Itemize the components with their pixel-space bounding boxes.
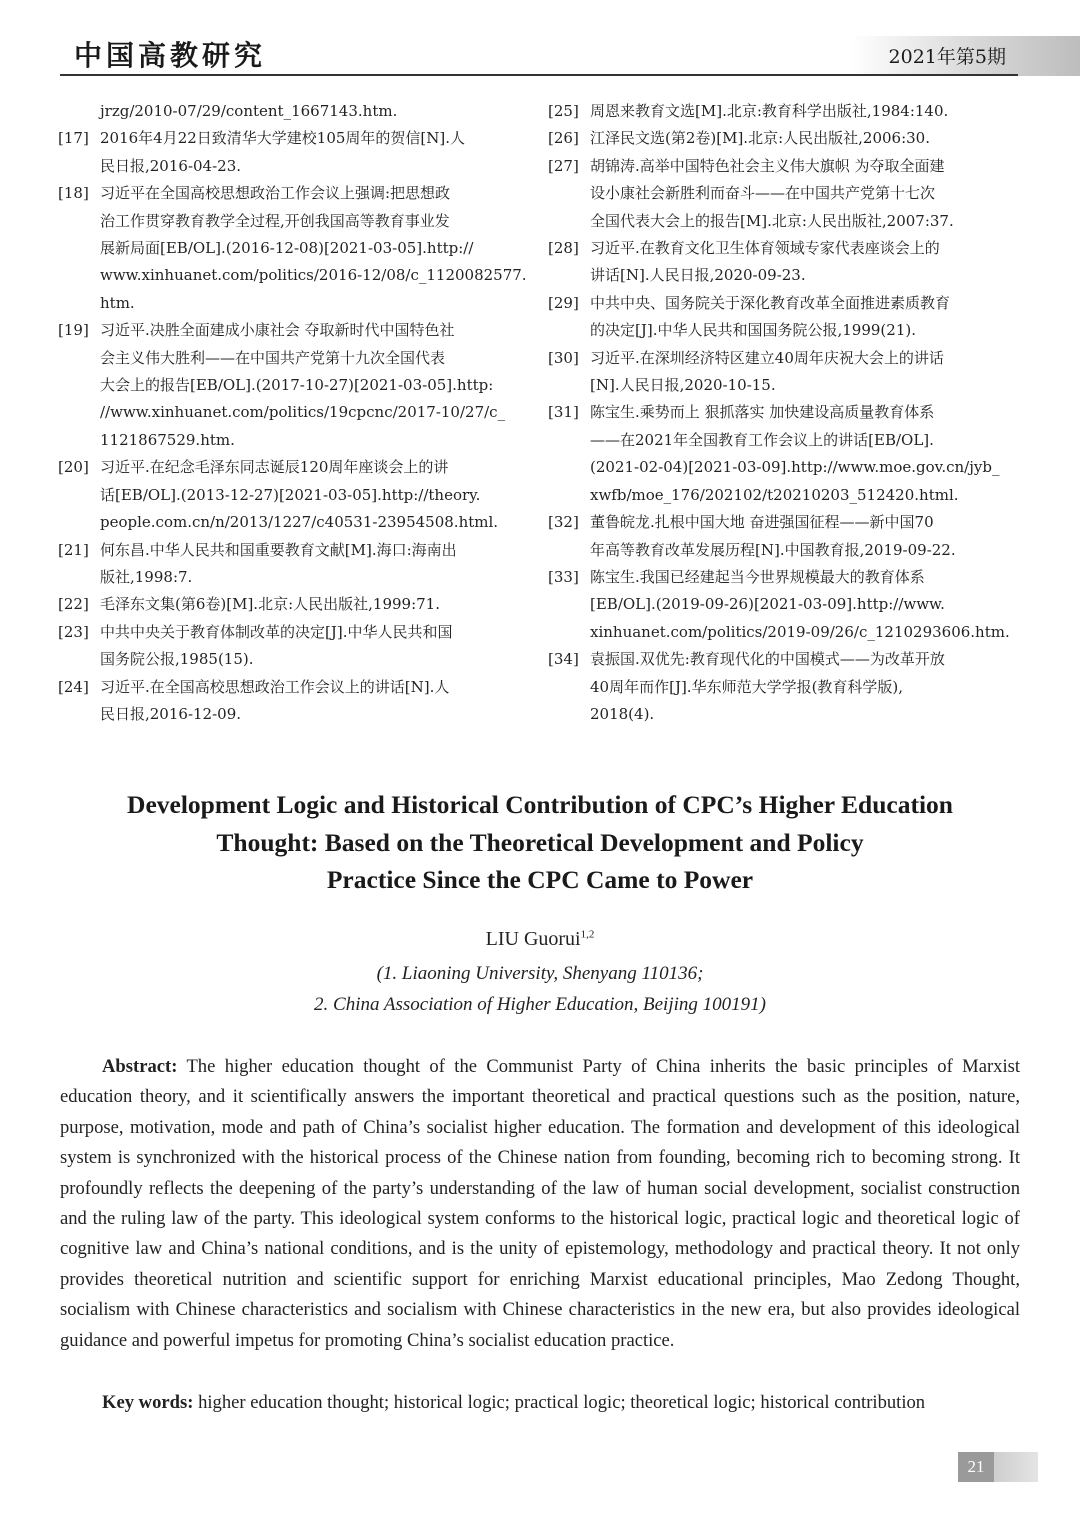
reference-line: 习近平.决胜全面建成小康社会 夺取新时代中国特色社 (100, 321, 455, 340)
reference-line: 会主义伟大胜利——在中国共产党第十九次全国代表 (100, 348, 446, 367)
reference-line: 习近平.在纪念毛泽东同志诞辰120周年座谈会上的讲 (100, 458, 449, 477)
abstract-text: The higher education thought of the Communist Party of China inherits the basic principles of Marxist education theory, and it scientifically answers the important theoretical and practical questions such as the position, nature, purpose, motivation, mode and path of China’s socialist higher education. The formation and development of this ideological system is synchronized with the historical process of the Chinese nation from founding, becoming rich to becoming strong. It profoundly reflects the deepening of the party’s understanding of the law of human social development, socialist construction and the ruling law of the party. This ideological system conforms to the historical logic, practical logic and theoretical logic of cognitive law and China’s national conditions, and is the unity of epistemology, methodology and practical theory. It not only provides theoretical nutrition and scientific support for enriching Marxist educational principles, Mao Zedong Thought, socialism with Chinese characteristics and socialism with Chinese characteristics in the new era, but also provides ideological guidance and powerful impetus for promoting China’s socialist education practice. (60, 1056, 1021, 1351)
reference-item (548, 564, 1018, 646)
reference-line: 治工作贯穿教育教学全过程,开创我国高等教育事业发 (100, 211, 450, 230)
reference-line: htm. (100, 293, 135, 312)
reference-number: [30] (548, 348, 579, 367)
reference-line: 2016年4月22日致清华大学建校105周年的贺信[N].人 (100, 129, 466, 148)
abstract (60, 1052, 1020, 1356)
reference-item (548, 345, 1018, 400)
reference-line: 中共中央、国务院关于深化教育改革全面推进素质教育 (590, 293, 951, 312)
reference-number: [32] (548, 513, 579, 532)
keywords-label: Key words: (102, 1392, 194, 1413)
page-header (60, 28, 1020, 76)
reference-number: [33] (548, 567, 579, 586)
reference-line: 董鲁皖龙.扎根中国大地 奋进强国征程——新中国70 (590, 513, 934, 532)
reference-line: www.xinhuanet.com/politics/2016-12/08/c_1120082577. (100, 266, 527, 285)
reference-number: [28] (548, 239, 579, 258)
reference-line: [EB/OL].(2019-09-26)[2021-03-09].http://www. (590, 595, 945, 614)
reference-line: 民日报,2016-12-09. (100, 704, 242, 723)
reference-line: 年高等教育改革发展历程[N].中国教育报,2019-09-22. (590, 540, 956, 559)
reference-line: 40周年而作[J].华东师范大学学报(教育科学版), (590, 677, 904, 696)
keywords (60, 1388, 1020, 1418)
reference-number: [21] (58, 540, 89, 559)
abstract-label: Abstract: (102, 1056, 178, 1077)
page-number: 21 (958, 1452, 994, 1482)
reference-item (548, 509, 1018, 564)
reference-number: [34] (548, 650, 579, 669)
reference-number: [18] (58, 184, 89, 203)
reference-item (58, 317, 528, 454)
references-left-column (58, 98, 528, 728)
reference-item (58, 98, 528, 125)
reference-number: [22] (58, 595, 89, 614)
reference-line: 话[EB/OL].(2013-12-27)[2021-03-05].http://theory. (100, 485, 481, 504)
reference-line: ——在2021年全国教育工作会议上的讲话[EB/OL]. (590, 430, 934, 449)
reference-item (58, 674, 528, 729)
article-title (60, 786, 1020, 899)
reference-item (548, 125, 1018, 152)
author-name: LIU Guorui (485, 928, 581, 950)
reference-number: [26] (548, 129, 579, 148)
reference-number: [31] (548, 403, 579, 422)
reference-number: [24] (58, 677, 89, 696)
reference-item (548, 235, 1018, 290)
reference-item (58, 180, 528, 317)
reference-item (548, 290, 1018, 345)
reference-line: 习近平.在深圳经济特区建立40周年庆祝大会上的讲话 (590, 348, 944, 367)
author-superscript: 1,2 (580, 928, 595, 941)
reference-line: 陈宝生.我国已经建起当今世界规模最大的教育体系 (590, 567, 925, 586)
reference-line: 设小康社会新胜利而奋斗——在中国共产党第十七次 (590, 184, 936, 203)
reference-number: [17] (58, 129, 89, 148)
reference-item (58, 619, 528, 674)
reference-line: 中共中央关于教育体制改革的决定[J].中华人民共和国 (100, 622, 453, 641)
reference-item (548, 98, 1018, 125)
reference-number: [23] (58, 622, 89, 641)
reference-item (548, 646, 1018, 728)
reference-line: 民日报,2016-04-23. (100, 156, 242, 175)
reference-line: people.com.cn/n/2013/1227/c40531-23954508.html. (100, 513, 499, 532)
reference-line: 习近平.在教育文化卫生体育领域专家代表座谈会上的 (590, 239, 940, 258)
reference-line: 江泽民文选(第2卷)[M].北京:人民出版社,2006:30. (590, 129, 930, 148)
reference-line: 2018(4). (590, 704, 655, 723)
reference-line: 的决定[J].中华人民共和国国务院公报,1999(21). (590, 321, 916, 340)
reference-line: 版社,1998:7. (100, 567, 193, 586)
title-line: Thought: Based on the Theoretical Development and Policy (216, 827, 864, 857)
reference-item (58, 125, 528, 180)
issue-label: 2021年第5期 (888, 46, 1006, 68)
reference-line: 胡锦涛.高举中国特色社会主义伟大旗帜 为夺取全面建 (590, 156, 945, 175)
reference-line: xinhuanet.com/politics/2019-09/26/c_1210293606.htm. (590, 622, 1010, 641)
journal-name: 中国高教研究 (74, 39, 267, 72)
reference-line: 大会上的报告[EB/OL].(2017-10-27)[2021-03-05].http: (100, 376, 494, 395)
reference-item (548, 399, 1018, 509)
reference-line: (2021-02-04)[2021-03-09].http://www.moe.gov.cn/jyb_ (590, 458, 1000, 477)
reference-line: xwfb/moe_176/202102/t20210203_512420.html. (590, 485, 959, 504)
title-line: Practice Since the CPC Came to Power (326, 865, 754, 894)
reference-line: [N].人民日报,2020-10-15. (590, 376, 776, 395)
reference-number: [20] (58, 458, 89, 477)
title-line: Development Logic and Historical Contribution of CPC’s Higher Education (127, 790, 953, 819)
reference-line: 何东昌.中华人民共和国重要教育文献[M].海口:海南出 (100, 540, 457, 559)
reference-line: 袁振国.双优先:教育现代化的中国模式——为改革开放 (590, 650, 945, 669)
reference-line: //www.xinhuanet.com/politics/19cpcnc/2017-10/27/c_ (100, 403, 506, 422)
header-rule (60, 74, 1018, 76)
reference-item (58, 591, 528, 618)
reference-number: [19] (58, 321, 89, 340)
reference-line: 周恩来教育文选[M].北京:教育科学出版社,1984:140. (590, 102, 949, 120)
reference-item (58, 454, 528, 536)
keywords-text: higher education thought; historical logic; practical logic; theoretical logic; historical contribution (198, 1392, 926, 1413)
reference-line: 讲话[N].人民日报,2020-09-23. (590, 266, 806, 285)
reference-line: 国务院公报,1985(15). (100, 650, 254, 669)
reference-number: [29] (548, 293, 579, 312)
reference-number: [27] (548, 156, 579, 175)
affiliation-line: 2. China Association of Higher Education, Beijing 100191) (314, 994, 766, 1015)
reference-item (58, 537, 528, 592)
references-right-column (548, 98, 1018, 728)
reference-line: 习近平在全国高校思想政治工作会议上强调:把思想政 (100, 184, 451, 203)
reference-line: 毛泽东文集(第6卷)[M].北京:人民出版社,1999:71. (100, 595, 440, 614)
reference-line: jrzg/2010-07/29/content_1667143.htm. (100, 102, 398, 120)
reference-line: 1121867529.htm. (100, 430, 235, 449)
reference-line: 习近平.在全国高校思想政治工作会议上的讲话[N].人 (100, 677, 450, 696)
reference-line: 陈宝生.乘势而上 狠抓落实 加快建设高质量教育体系 (590, 403, 935, 422)
reference-line: 全国代表大会上的报告[M].北京:人民出版社,2007:37. (590, 211, 954, 230)
reference-item (548, 153, 1018, 235)
author (60, 928, 1020, 951)
affiliation-line: (1. Liaoning University, Shenyang 110136; (376, 963, 704, 984)
reference-line: 展新局面[EB/OL].(2016-12-08)[2021-03-05].http:// (100, 239, 474, 258)
reference-number: [25] (548, 102, 579, 120)
